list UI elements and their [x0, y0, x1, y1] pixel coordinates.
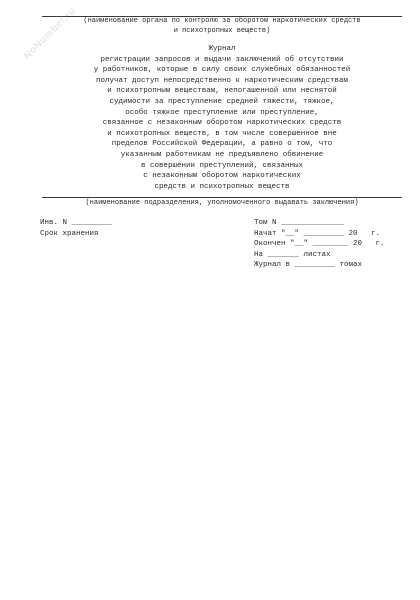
journal-line: в совершении преступлений, связанных [140, 161, 304, 170]
retention-period-field: Срок хранения [40, 229, 99, 238]
subdivision-caption [42, 199, 402, 208]
journal-line: особо тяжкое преступление или преступление, [125, 108, 319, 117]
journal-line: регистрации запросов и выдачи заключений об отсутствии [100, 55, 344, 64]
journal-heading: Журнал [208, 45, 236, 53]
inventory-number-field: Инв. N _________ [40, 219, 113, 227]
journal-title-block [42, 44, 402, 192]
sheet-count-field: На _______ листах [254, 250, 331, 259]
journal-line: у работников, которые в силу своих служебных обязанностей [93, 66, 351, 75]
end-date-field: Окончен "__" ________ 20 г. [254, 240, 385, 248]
volume-count-field: Журнал в _________ томах [254, 261, 363, 269]
journal-line: связанное с незаконным оборотом наркотических средств [102, 119, 342, 128]
inventory-fields [40, 218, 112, 239]
organ-caption [42, 17, 402, 36]
watermark: NoNumber.ru [21, 5, 79, 62]
subdivision-caption-text: (наименование подразделения, уполномоченного выдавать заключения) [85, 199, 359, 207]
journal-line: получат доступ непосредственно к наркотическим средствам [95, 76, 349, 85]
journal-line: средств и психотропных веществ [154, 182, 290, 191]
subdivision-rule [42, 197, 402, 198]
journal-line: пределов Российской Федерации, а равно о том, что [111, 140, 333, 149]
organ-caption-line: (наименование органа по контролю за оборотом наркотических средств [83, 17, 361, 25]
volume-number-field: Том N ______________ [254, 219, 345, 227]
volume-fields [254, 218, 385, 271]
journal-line: судимости за преступление средней тяжести, тяжкое, [109, 97, 335, 106]
journal-line: с незаконным оборотом наркотических [143, 172, 301, 181]
start-date-field: Начат "__" _________ 20 г. [254, 229, 381, 238]
organ-caption-line: и психотропных веществ) [173, 26, 271, 35]
journal-line: указанным работникам не предъявлено обвинение [120, 150, 324, 159]
journal-line: и психотропным веществам, непогашенной или неснятой [107, 87, 337, 96]
journal-line: и психотропных веществ, в том числе совершенное вне [107, 129, 337, 138]
